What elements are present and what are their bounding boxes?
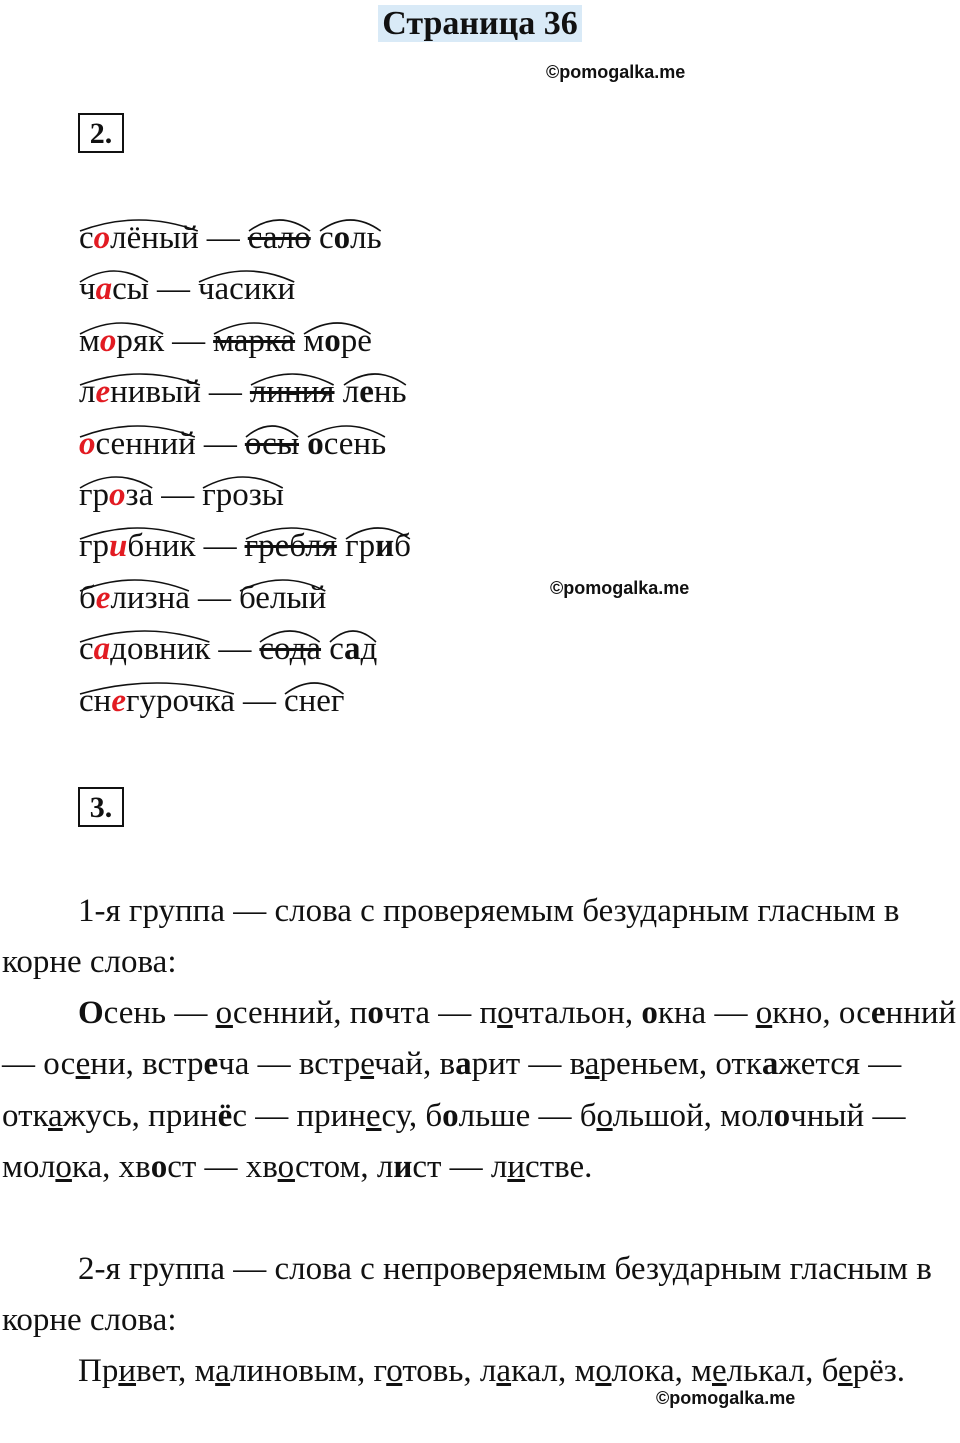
text: ст — л [412,1148,508,1185]
text: кна — [657,995,756,1031]
stressed-vowel: о [442,1097,459,1134]
check-word [303,316,372,367]
text: ча — встр [218,1046,361,1083]
text: рит — в [471,1046,585,1083]
word-row [79,676,411,727]
root-arc [248,215,311,233]
root-arc [307,421,386,439]
watermark: ©pomogalka.me [656,1388,796,1408]
stressed-vowel: о [641,995,658,1031]
root-arc [79,472,153,490]
word-part: лизна [110,579,190,616]
unstressed-vowel: и [109,528,128,565]
word-part: гр [79,476,110,513]
unstressed-vowel: о [277,1148,295,1185]
unstressed-vowel: а [93,631,111,668]
unstressed-vowel: е [95,579,111,616]
text: льше — б [458,1097,597,1134]
stressed-vowel: о [150,1148,168,1185]
text: кал, м [511,1353,596,1389]
word-part: снег [283,682,345,719]
unstressed-vowel: е [75,1046,91,1083]
text: с — прин [232,1097,366,1134]
source-word [79,213,199,264]
word-part: л [342,374,360,411]
text: чный — мол [2,1097,906,1185]
text: су, б [381,1097,443,1134]
stressed-vowel: и [393,1148,413,1185]
unstressed-vowel: а [95,271,113,308]
stressed-vowel: е [870,995,886,1031]
group-2-heading: 2-я группа — слова с непроверяемым безударным гласным в корне слова: [2,1251,932,1339]
word-part: ре [340,322,372,359]
group-1-words [2,988,960,1193]
dash: — [161,476,195,513]
check-word [198,264,295,315]
word-part: ль [350,220,382,256]
stressed-vowel: о [333,220,351,256]
word-part: ряк [116,322,165,359]
root-arc [343,369,407,387]
dash: — [206,220,240,256]
check-word [245,419,299,470]
text: ни, встр [90,1046,204,1083]
page-title: Страница 36 [0,4,960,44]
text: стом, л [294,1148,394,1185]
word-row [79,367,411,418]
source-word [79,367,201,418]
unstressed-vowel: о [99,322,117,359]
word-row [79,470,411,521]
unstressed-vowel: о [386,1353,403,1389]
dash: — [218,631,252,668]
check-word [245,521,337,572]
root-arc [245,421,299,439]
stressed-vowel: а [761,1046,779,1083]
text: кно, ос [772,995,871,1031]
unstressed-vowel: е [360,1046,375,1083]
check-word [343,367,407,418]
dash: — [156,271,190,308]
source-word [79,573,190,624]
text: вет, м [136,1353,216,1389]
text: Пр [78,1353,119,1389]
stressed-vowel: о [307,425,324,462]
check-word [239,573,326,624]
word-part: сн [79,682,112,719]
unstressed-vowel: о [755,995,773,1031]
word-row [79,419,411,470]
text: льшой, мол [612,1097,774,1134]
word-row [79,624,411,675]
text: реньем, отк [599,1046,762,1083]
text: сень — [103,995,216,1031]
stressed-vowel: О [78,995,104,1031]
word-row [79,521,411,572]
dash: — [172,322,206,359]
root-arc [79,523,196,541]
word-part: с [79,220,94,256]
watermark: ©pomogalka.me [546,62,686,82]
struck-word: осы [244,425,299,462]
dash: — [203,528,237,565]
unstressed-vowel: а [215,1353,231,1389]
root-arc [79,318,164,336]
dash: — [208,374,242,411]
word-part: ч [79,271,96,308]
stressed-vowel: ё [217,1097,233,1134]
unstressed-vowel: о [215,995,233,1031]
word-part: нивый [110,374,201,411]
word-part: б [394,528,411,565]
text: ка, хв [71,1148,151,1185]
root-arc [79,421,196,439]
word-part: за [125,476,154,513]
root-arc [79,678,235,696]
check-word [213,316,295,367]
struck-word: сода [259,631,322,668]
root-arc [213,318,295,336]
word-part: сенний [95,425,196,462]
text: рёз. [852,1353,906,1389]
check-word [345,521,411,572]
unstressed-vowel: о [497,995,513,1031]
check-word [248,213,311,264]
root-arc [329,626,377,644]
unstressed-vowel: и [118,1353,137,1389]
source-word [79,624,210,675]
stressed-vowel: и [375,528,395,565]
root-arc [259,626,321,644]
word-part: д [360,631,378,668]
word-part: гурочка [125,682,235,719]
stressed-vowel: е [203,1046,219,1083]
unstressed-vowel: е [837,1353,853,1389]
root-arc [284,678,345,696]
root-arc [79,266,149,284]
task-2-number: 2. [78,113,124,153]
word-row [79,213,411,264]
root-arc [79,215,199,233]
unstressed-vowel: о [93,220,111,256]
source-word [79,521,196,572]
text: линовым, г [230,1353,387,1389]
stressed-vowel: о [773,1097,791,1134]
word-part: м [303,322,325,359]
stressed-vowel: о [324,322,341,359]
check-word [319,213,382,264]
unstressed-vowel: о [109,476,126,513]
unstressed-vowel: о [55,1148,72,1185]
word-part: б [79,579,96,616]
dash: — [203,425,237,462]
word-part: гр [79,528,110,565]
text: сенний, п [232,995,368,1031]
source-word [79,419,196,470]
word-part: часики [197,271,296,308]
word-part: сы [112,271,149,308]
unstressed-vowel: а [584,1046,600,1083]
text: чай, в [374,1046,456,1083]
root-arc [79,575,190,593]
text: нний — ос [2,995,957,1083]
check-word [284,676,345,727]
word-part: сень [323,425,387,462]
task-3-number: 3. [78,787,124,827]
word-part: белый [238,579,327,616]
stressed-vowel: о [367,995,384,1031]
group-2-words [2,1346,960,1397]
root-arc [303,318,372,336]
text: ст — хв [167,1148,278,1185]
stressed-vowel: а [343,631,361,668]
word-row [79,316,411,367]
word-root-list [79,213,411,727]
unstressed-vowel: о [596,1097,613,1134]
word-part: нь [373,374,407,411]
source-word [79,470,153,521]
text: стве. [525,1148,593,1185]
text: жется — отк [2,1046,902,1134]
struck-word: сало [247,220,311,256]
struck-word: марка [213,322,296,359]
root-arc [345,523,411,541]
word-row [79,264,411,315]
unstressed-vowel: е [95,374,111,411]
word-part: с [329,631,344,668]
word-row [79,573,411,624]
word-part: с [79,631,94,668]
check-word [329,624,377,675]
source-word [79,316,164,367]
root-arc [79,626,210,644]
root-arc [198,266,295,284]
text: чта — п [383,995,498,1031]
check-word [307,419,386,470]
unstressed-vowel: а [496,1353,512,1389]
word-part: довник [110,631,211,668]
root-arc [202,472,284,490]
root-arc [250,369,335,387]
stressed-vowel: е [359,374,374,411]
unstressed-vowel: о [595,1353,612,1389]
source-word [79,264,149,315]
word-part: гр [345,528,376,565]
check-word [250,367,335,418]
root-arc [319,215,382,233]
dash: — [197,579,231,616]
watermark: ©pomogalka.me [550,578,690,598]
struck-word: линия [249,374,335,411]
word-part: л [79,374,96,411]
dash: — [242,682,276,719]
word-part: с [318,220,334,256]
unstressed-vowel: о [79,425,96,462]
unstressed-vowel: е [365,1097,382,1134]
root-arc [79,369,201,387]
stressed-vowel: а [455,1046,472,1083]
group-1-heading: 1-я группа — слова с проверяемым безударным гласным в корне слова: [2,893,900,981]
text: товь, л [402,1353,497,1389]
check-word [202,470,284,521]
word-part: грозы [202,476,284,513]
check-word [259,624,321,675]
unstressed-vowel: и [507,1148,526,1185]
source-word [79,676,235,727]
word-part: м [79,322,100,359]
root-arc [239,575,326,593]
text: лока, м [611,1353,712,1389]
unstressed-vowel: е [712,1353,727,1389]
text: жусь, прин [62,1097,218,1134]
unstressed-vowel: а [48,1097,63,1134]
text: лькал, б [726,1353,838,1389]
root-arc [245,523,337,541]
text: чтальон, [512,995,642,1031]
unstressed-vowel: е [111,682,126,719]
word-part: лёный [110,220,199,256]
struck-word: гребля [244,528,337,565]
word-part: бник [127,528,196,565]
